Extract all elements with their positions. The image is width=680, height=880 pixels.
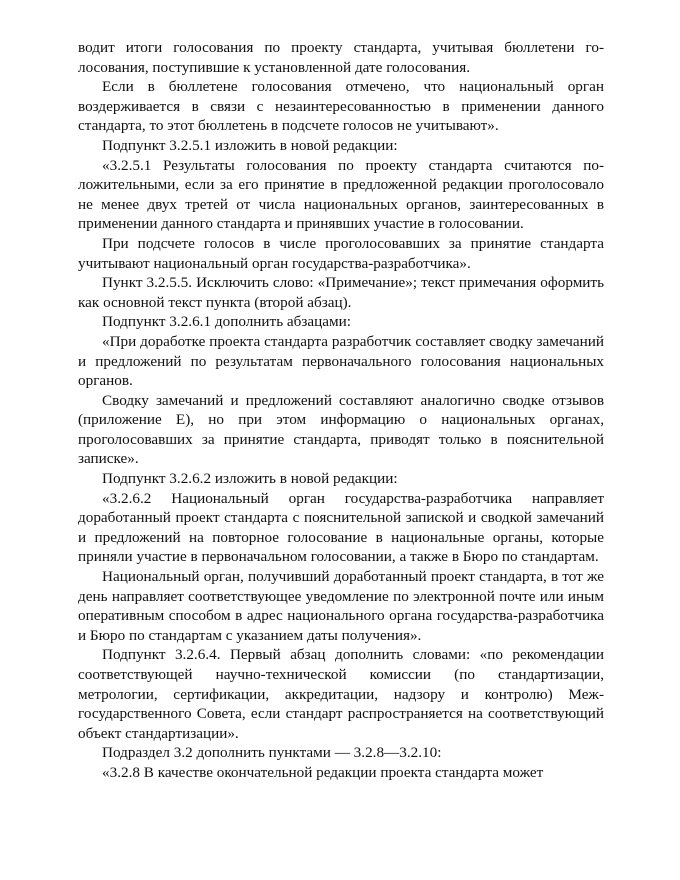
paragraph-subclause-3-2-6-2-text: «3.2.6.2 Национальный орган государства-разработчика направляет доработанный проект стандарта с пояснительной запиской и сводкой замечаний и предложений на повторное голосование в национальные органы, которые приняли участие в первоначальном голосовании, а также в Бюро по стандартам. <box>78 489 604 566</box>
paragraph-clause-3-2-8-start: «3.2.8 В качестве окончательной редакции проекта стандарта может <box>102 763 544 781</box>
paragraph-continuation: водит итоги голосования по проекту стандарта, учитывая бюллетени голосования, поступившие к установленной дате голосования. <box>78 39 604 76</box>
paragraph-subclause-3-2-6-4: Подпункт 3.2.6.4. Первый абзац дополнить словами: «по рекомендации соответствующей научно-технической комиссии (по стандартизации, метрологии, сертификации, аккредитации, надзору и контролю) Межгосударственного Совета, если стандарт распространяется на соответствующий объект стандартизации». <box>78 646 604 742</box>
paragraph-summary-compilation: Сводку замечаний и предложений составляют аналогично сводке отзывов (приложение Е), но при этом информацию о национальных органах, проголосовавших за принятие стандарта, приводят только в пояснительной записке». <box>78 391 604 468</box>
paragraph-revision-summary: «При доработке проекта стандарта разработчик составляет сводку замечаний и предложений по результатам первоначального голосования национальных органов. <box>78 332 604 390</box>
paragraph-clause-3-2-5-5: Пункт 3.2.5.5. Исключить слово: «Примечание»; текст примечания оформить как основной текст пункта (второй абзац). <box>78 274 604 311</box>
paragraph-vote-count: При подсчете голосов в числе проголосовавших за принятие стандарта учитывают национальный орган государства-разработчика». <box>78 234 604 272</box>
paragraph-subsection-3-2-additions: Подраздел 3.2 дополнить пунктами — 3.2.8—3.2.10: <box>102 744 442 762</box>
paragraph-subclause-3-2-5-1-text: «3.2.5.1 Результаты голосования по проекту стандарта считаются положительными, если за его принятие в предложенной редакции проголосовало не менее двух третей от числа национальных органов, заинтересованных в применении данного стандарта и принявших участие в голосовании. <box>78 156 604 233</box>
document-page <box>78 38 604 783</box>
paragraph-abstain-ballot: Если в бюллетене голосования отмечено, что национальный орган воздерживается в связи с незаинтересованностью в применении данного стандарта, то этот бюллетень в подсчете голосов не учитывают». <box>78 78 604 135</box>
paragraph-subclause-3-2-6-2-heading: Подпункт 3.2.6.2 изложить в новой редакции: <box>102 470 398 488</box>
paragraph-subclause-3-2-6-1-heading: Подпункт 3.2.6.1 дополнить абзацами: <box>102 313 351 331</box>
paragraph-notification: Национальный орган, получивший доработанный проект стандарта, в тот же день направляет соответствующее уведомление по электронной почте или иным оперативным способом в адрес национального органа государства-разработчика и Бюро по стандартам с указанием даты получения». <box>78 568 604 644</box>
paragraph-subclause-3-2-5-1-heading: Подпункт 3.2.5.1 изложить в новой редакции: <box>102 136 398 154</box>
